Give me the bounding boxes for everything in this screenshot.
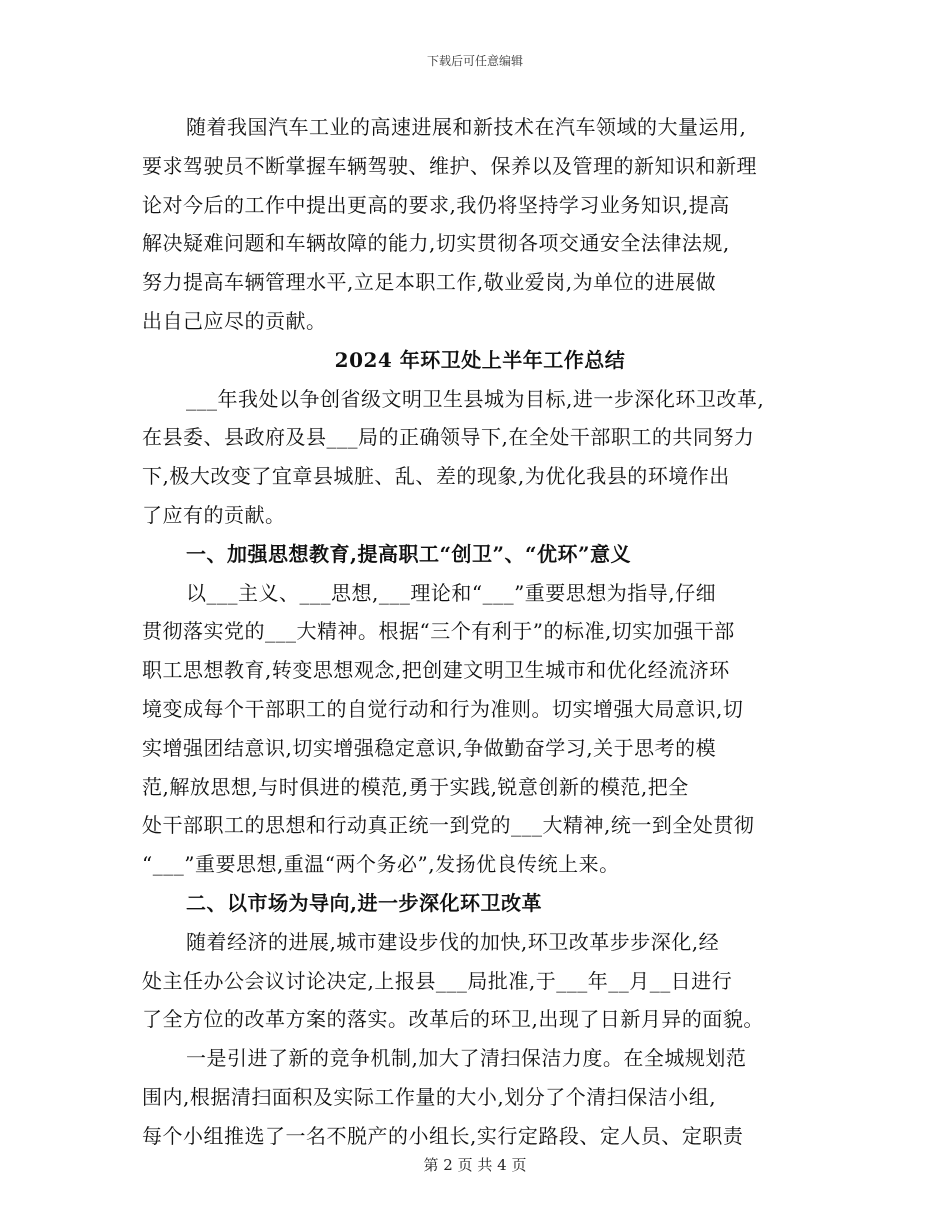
paragraph-line: 随着我国汽车工业的高速进展和新技术在汽车领域的大量运用, (186, 115, 747, 139)
paragraph-line: 要求驾驶员不断掌握车辆驾驶、维护、保养以及管理的新知识和新理 (142, 153, 757, 178)
paragraph-line: 下,极大改变了宜章县城脏、乱、差的现象,为优化我县的环境作出 (142, 464, 730, 489)
page-number: 第 2 页 共 4 页 (423, 1156, 527, 1174)
paragraph-line: 以___主义、___思想,___理论和“___”重要思想为指导,仔细 (186, 580, 717, 605)
paragraph-line: 一是引进了新的竞争机制,加大了清扫保洁力度。在全城规划范 (186, 1046, 747, 1071)
paragraph-line: 随着经济的进展,城市建设步伐的加快,环卫改革步步深化,经 (186, 929, 720, 954)
paragraph-line: 努力提高车辆管理水平,立足本职工作,敬业爱岗,为单位的进展做 (142, 270, 717, 295)
paragraph-line: 贯彻落实党的___大精神。根据“三个有利于”的标准,切实加强干部 (142, 619, 735, 644)
paragraph-line: ___年我处以争创省级文明卫生县城为目标,进一步深化环卫改革, (186, 386, 765, 411)
document-title: 2024 年环卫处上半年工作总结 (334, 347, 626, 372)
paragraph-line: 境变成每个干部职工的自觉行动和行为准则。切实增强大局意识,切 (142, 696, 744, 721)
document-body (142, 108, 812, 1156)
paragraph-line: 处干部职工的思想和行动真正统一到党的___大精神,统一到全处贯彻 (142, 813, 755, 838)
paragraph-line: 每个小组推选了一名不脱产的小组长,实行定路段、定人员、定职责 (142, 1123, 744, 1148)
paragraph-line: 范,解放思想,与时俱进的模范,勇于实践,锐意创新的模范,把全 (142, 774, 689, 799)
paragraph-line: 围内,根据清扫面积及实际工作量的大小,划分了个清扫保洁小组, (142, 1084, 717, 1109)
paragraph-line: 解决疑难问题和车辆故障的能力,切实贯彻各项交通安全法律法规, (142, 231, 730, 256)
paragraph-line: 在县委、县政府及县___局的正确领导下,在全处干部职工的共同努力 (142, 425, 755, 450)
paragraph-line: 了应有的贡献。 (142, 502, 286, 527)
header-note: 下载后可任意编辑 (426, 54, 523, 68)
paragraph-line: 了全方位的改革方案的落实。改革后的环卫,出现了日新月异的面貌。 (142, 1007, 764, 1032)
paragraph-line: 处主任办公会议讨论决定,上报县___局批准,于___年__月__日进行 (142, 968, 733, 993)
paragraph-line: 职工思想教育,转变思想观念,把创建文明卫生城市和优化经流济环 (142, 658, 730, 683)
paragraph-line: 出自己应尽的贡献。 (142, 308, 327, 333)
paragraph-line: “___”重要思想,重温“两个务必”,发扬优良传统上来。 (142, 852, 620, 877)
paragraph-line: 论对今后的工作中提出更高的要求,我仍将坚持学习业务知识,提高 (142, 192, 730, 217)
section-heading: 一、加强思想教育,提高职工“创卫”、“优环”意义 (186, 541, 631, 566)
section-heading: 二、以市场为导向,进一步深化环卫改革 (186, 890, 542, 915)
paragraph-line: 实增强团结意识,切实增强稳定意识,争做勤奋学习,关于思考的模 (142, 735, 717, 760)
